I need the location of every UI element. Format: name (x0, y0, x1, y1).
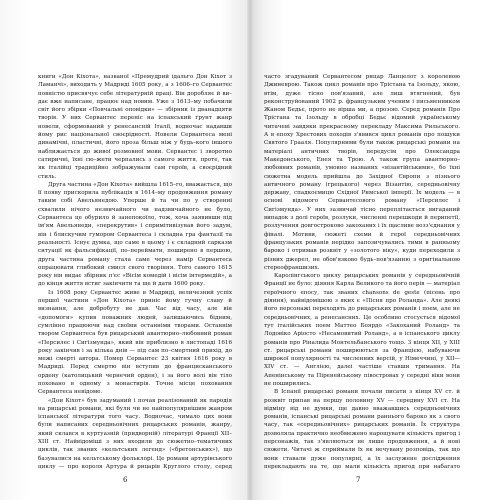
left-page-number: 6 (123, 476, 128, 484)
left-paragraph-2: Друга частина «Дон Кіхота» вийшла 1615–го, вважається, що її появу прискорила публікація в 1614–му продовження роману таким собі Авельянедою. Уперше й та чи по у створенні схвалили нічого незвичайного чи надзвичайного не було, Сервантеса це обурило й занепокоїло, тож, хоча заявивши під ім'ям Авельянеди, «перекрутив» і спримітивізував його задум, він і блискучим гумором Сервантеса і складна гра фантазії та реальності. Існує думка, що саме в цьому і є складний сарказм ситуації як фальсифікації, по–переймати, поширено в першою, друга частина роману стала саме через намір Сервантеса опрацювати глибокий смисл свого творіння. Того самого 1615 року він видає збірник п'єс «Вісім комедій і вісім інтермедій», а до кінця життя встиг закінчити та ще й дати 1600 року. (38, 181, 232, 288)
right-paragraph-1: часто згадуваний Сервантесом рицар Ланцелот з королевою Джиневрою. Також цикл романів про Трістана та Ізольду, якою, втім, дуже тісно пов'язаний, але лиш втягнений, був реконструйований 1902 р. французьким ученим і письменником Жаном Бедьє, прото не вірша ми, а прозою. Серед романів Про Трістана та Ізольду в обробці Бедьє відомий українському читачеві завдяки прекрасному перекладу Максима Рильського. А в епоху Хрестових походів з'явився цикл романів про пошуки Святого Грааля. Популярними були також рицарські романи на матеріалі античних творів, передусім про Олександра Македонського, Енея та Трою. А також група авантюрно–любовних романів, умовно названих «візантійськими», бо їхні сюжетна модель прийшла до Західної Європи з пізнього античного роману (грецького) через Візантію, середньовічну державу, спадкоємицю Східної Римської імперії. Їх модель — в основі відомого Сервантесового роману «Персилес і Сигізмунда». У них зазвичай тісно переплітається вигаданий випадок з долі героїв, розлуки, численні перешкоди й перипетії, розлучення довгостроково закоханих і їх щасливе возз'єднання у фіналі. Мотиви, сюжеті схеми й герої середньовічних французьких романів нерідко запозичувались тими в ранньому бароко і отримав розквіт у «золотого віку», куди переходили з різних джерел, не обов'язково будь–пов'язанню з оригінальною стереофраншизих. (264, 74, 460, 271)
book-gutter (247, 0, 253, 500)
right-page-text (264, 73, 460, 469)
left-paragraph-3: Із 1608 року Сервантес живе в Мадриді, величезний успіх першої частини «Дон Кіхота» приніс йому гучну славу й визнання, але добробуту не дав. Час від часу, але він «допомоги» купив поважних людей, залишаючись бідним, сумлінно працюючи над своїми останніми творами. Останнім твором Сервантеса був рицарський авантюрно–любовний роман «Персилес і Сигізмунда», який він приблизно в листопаді 1616 року закінчив і за кілька днів — під сам по–смертний прихід, до межі смерті автора. Помер Сервантес 23 квітня 1616 року в Мадриді. Перед смертю він вступив до францисканського ордену (католицький чернечий орден), і за його волі він тіло поховано в одному з монастирів. Точне місце поховання Сервантеса невідоме. (38, 289, 232, 396)
left-paragraph-4: «Дон Кіхот» був задуманий і почав реалізований як пародія на рицарські романи, які були чи не найпопулярнішим жанром іспанської літератури того часу. Водночас, чимало цих вони були написаних середньовічних рицарських романів, жанру, який склався в куртуазній (придворній) літературі Франції XII–XIII ст. Найвідоміші з них входили до сюжетно–тематичних циклів, так званих «кельтських легенд» («бретонських»), що базувалися на кельтському фольклорі. Це романи артурівського циклу — про короля Артура й рицарів Круглого столу, серед (38, 397, 232, 469)
right-page-number: 7 (356, 476, 361, 484)
right-paragraph-3: В Іспанії рицарські романи почали писати з кінця XV ст. й розквіт припав на першу половину XV — середину XVI ст. На відміну від не думки, ще давно вважавшись середньовічних романів, іспанські рицарські романи раннього бароко як з свого часу, так «середньовічних» рицарських романів. Їх структура дозволяла практично необмежено нарощувати кількість пригод і персонажів, так з'являються не лише продовження, а й нові сюжети. Читачі ж сприймали їх як нечувану розповідь, так що вони ставали дуже популярні, а їх заслужене дослідження перекладають на те, що мали кількість пригод при набагато (264, 389, 460, 469)
left-paragraph-1: книги «Дон Кіхота», названої «Премудрий ідальго Дон Кіхот з Ламанчі», виходить у Мадриді 1605 року, а з 1606–го Сервантес повністю присвячує себе літературній праці. Він доробляє й ви–дає вже написане, працює над новим. Уже з 1613–му побачили світ його збірки «Повчальні оповідки» — збірник із дванадцяти творів. У них Сервантес переніс на іспанський ґрунт жанр новели, сформований у ренесансній Італії, водночас надавши йому рис національної своєрідності. Новели Сервантеса мені динамічні, пластичні, його проза більш ніж у будь–кого іншого наближається до живої розмовної мови. Сервантес і зворотно сатиричні, їхні сю–жети черпались з самого життя, проте, так як італійці традиційно зображували сам героїв, а своєрідний стиль. (38, 74, 232, 180)
left-page-text (38, 73, 232, 469)
right-paragraph-2: Каролінгського циклу рицарських романів у середньовічній Франції не було: діяння Карла Великого та його перів — матеріал героїчного епосу, так званих chansons de geste (пісень про діяння), найвідомішою з яких є «Пісня про Роланда». Але деякі його персонажі переходять до рицарських романів і поем, але не середньовічних, а ренесансних. Це особливо стосується відомої тут італійських поем Маттео Боярдо «Закоханий Роланд» та Лодовіко Аріосто «Несамовитий Роланд», а в іспанського циклу романів про Ріналида Монтельбанського тощо. З кінця XII, у XIII ст. рицарські романи поширюються за Францією, набуваючи широкої популярності та численних версій, у Німеччині, у XII—XIV ст. — Англією, далеі частіше ставши тримання. На Апенінському та Піренейському півостровах у середні віки вони не поширились. (264, 273, 460, 387)
right-page (250, 0, 500, 500)
